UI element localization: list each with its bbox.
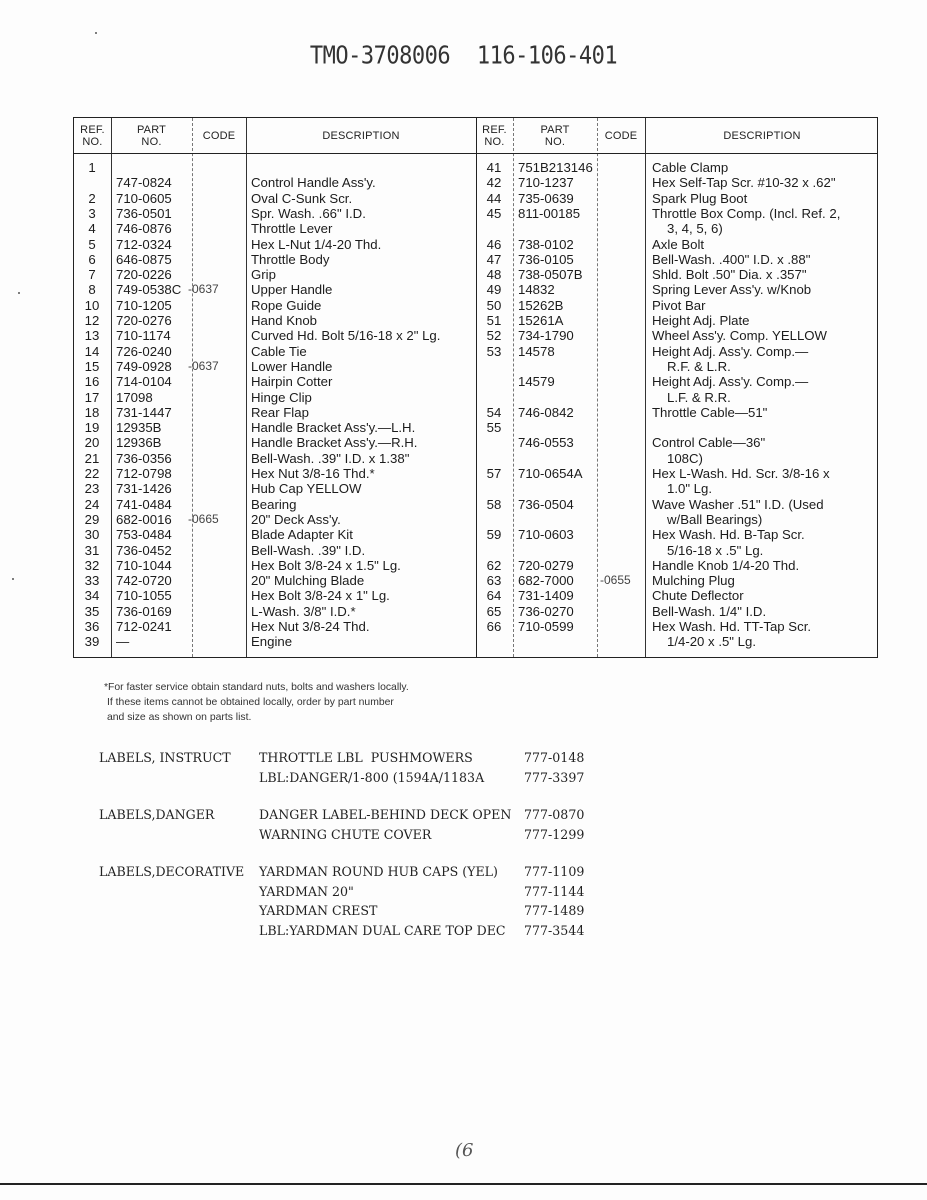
- scan-speck: [12, 578, 14, 580]
- ref-number: 42: [486, 175, 502, 191]
- part-description: Bearing: [251, 496, 297, 512]
- ref-number: 48: [486, 267, 502, 283]
- part-description: Bell-Wash. 1/4" I.D.: [652, 603, 767, 619]
- table-row: [74, 328, 879, 343]
- ref-number: 53: [486, 343, 502, 359]
- page-mark: (6: [455, 1140, 474, 1161]
- table-row: [74, 344, 879, 359]
- ref-number: 6: [88, 251, 96, 267]
- part-description: Control Cable—36": [652, 435, 766, 451]
- label-part-number: 777-3397: [524, 769, 585, 785]
- ref-number: 5: [88, 236, 96, 252]
- part-number: 746-0553: [518, 435, 574, 451]
- part-description: Hairpin Cotter: [251, 374, 333, 390]
- part-description: Wheel Ass'y. Comp. YELLOW: [652, 328, 827, 344]
- part-description: Cable Clamp: [652, 160, 729, 175]
- part-description: Chute Deflector: [652, 588, 744, 604]
- part-number: 710-1174: [116, 328, 171, 344]
- part-number: 682-7000: [518, 573, 574, 589]
- part-description: R.F. & L.R.: [667, 358, 731, 374]
- part-number: 738-0102: [518, 236, 574, 252]
- scan-speck: [18, 292, 20, 294]
- part-number: 726-0240: [116, 343, 172, 359]
- label-group: LABELS,DANGER: [99, 807, 215, 822]
- table-row: [74, 175, 879, 190]
- ref-number: 8: [88, 282, 96, 298]
- part-description: Rear Flap: [251, 404, 309, 420]
- ref-number: 64: [486, 588, 502, 604]
- ref-number: 21: [84, 450, 100, 466]
- part-description: Spark Plug Boot: [652, 190, 748, 206]
- parts-table: [73, 117, 878, 658]
- label-part-number: 777-0870: [524, 807, 585, 822]
- part-description: Curved Hd. Bolt 5/16-18 x 2" Lg.: [251, 328, 441, 344]
- table-row: [74, 588, 879, 603]
- ref-number: 46: [486, 236, 502, 252]
- ref-number: 39: [84, 634, 100, 650]
- part-number: 746-0842: [518, 404, 574, 420]
- ref-number: 13: [84, 328, 100, 344]
- part-description: Handle Bracket Ass'y.—R.H.: [251, 435, 418, 451]
- part-description: Wave Washer .51" I.D. (Used: [652, 496, 824, 512]
- part-description: Mulching Plug: [652, 573, 735, 589]
- ref-number: 22: [84, 466, 100, 481]
- table-row: [74, 237, 879, 252]
- ref-number: 16: [84, 374, 100, 390]
- ref-number: 66: [486, 619, 502, 634]
- part-number: 710-1055: [116, 588, 172, 604]
- part-description: 1/4-20 x .5" Lg.: [667, 634, 756, 650]
- part-description: Blade Adapter Kit: [251, 527, 353, 543]
- ref-number: 31: [84, 542, 100, 558]
- table-row: [74, 604, 879, 619]
- part-description: 5/16-18 x .5" Lg.: [667, 542, 764, 558]
- part-number: 712-0241: [116, 619, 172, 634]
- part-number: 753-0484: [116, 527, 172, 543]
- ref-number: 20: [84, 435, 100, 451]
- part-number: 742-0720: [116, 573, 172, 589]
- table-row: [74, 420, 879, 435]
- label-part-number: 777-1144: [524, 883, 585, 899]
- table-row: [74, 435, 879, 450]
- label-part-number: 777-0148: [524, 750, 585, 765]
- part-number: 736-0169: [116, 603, 172, 619]
- part-description: Throttle Body: [251, 251, 330, 267]
- part-description: Grip: [251, 267, 276, 283]
- part-number: 751B213146: [518, 160, 593, 175]
- table-row: [74, 313, 879, 328]
- table-row: [74, 466, 879, 481]
- part-description: Throttle Cable—51": [652, 404, 768, 420]
- part-number: 14832: [518, 282, 555, 298]
- part-number: 15262B: [518, 297, 564, 313]
- table-row: [74, 160, 879, 175]
- ref-number: 15: [84, 358, 100, 374]
- label-part-number: 777-3544: [524, 922, 585, 938]
- part-number: 738-0507B: [518, 267, 583, 283]
- ref-number: 32: [84, 557, 100, 573]
- part-description: Handle Knob 1/4-20 Thd.: [652, 557, 800, 573]
- header-part-no: PART NO.: [136, 123, 167, 148]
- ref-number: 33: [84, 573, 100, 589]
- part-number: 710-0599: [518, 619, 574, 634]
- label-part-number: 777-1109: [524, 864, 585, 879]
- part-description: Bell-Wash. .400" I.D. x .88": [652, 251, 811, 267]
- table-row: [74, 252, 879, 267]
- part-description: Spring Lever Ass'y. w/Knob: [652, 282, 812, 298]
- part-description: Lower Handle: [251, 358, 333, 374]
- table-row: [74, 543, 879, 558]
- part-code: -0655: [600, 573, 631, 588]
- part-description: Pivot Bar: [652, 297, 706, 313]
- table-row: [74, 512, 879, 527]
- part-number: 714-0104: [116, 374, 172, 390]
- table-row: [74, 206, 879, 221]
- part-description: 1.0" Lg.: [667, 481, 713, 497]
- ref-number: 24: [84, 496, 100, 512]
- part-description: 3, 4, 5, 6): [667, 221, 723, 237]
- part-code: -0637: [188, 282, 219, 297]
- ref-number: 57: [486, 466, 502, 481]
- part-description: Bell-Wash. .39" I.D.: [251, 542, 366, 558]
- table-row: [74, 221, 879, 236]
- table-row: [74, 451, 879, 466]
- ref-number: 44: [486, 190, 502, 206]
- table-row: [74, 634, 879, 649]
- part-description: Hex Self-Tap Scr. #10-32 x .62": [652, 175, 836, 191]
- table-row: [74, 405, 879, 420]
- table-row: [74, 481, 879, 496]
- label-group: LABELS, INSTRUCT: [99, 750, 231, 765]
- scan-speck: [95, 32, 97, 34]
- part-number: 736-0452: [116, 542, 172, 558]
- part-description: 20" Mulching Blade: [251, 573, 365, 589]
- part-description: L-Wash. 3/8" I.D.*: [251, 603, 356, 619]
- header-code: CODE: [604, 129, 638, 142]
- ref-number: 4: [88, 221, 96, 237]
- label-part-number: 777-1489: [524, 903, 585, 918]
- footnote-line: *For faster service obtain standard nuts, bolts and washers locally.: [104, 682, 409, 693]
- part-number: 734-1790: [518, 328, 574, 344]
- part-description: Engine: [251, 634, 293, 650]
- part-description: Hex Bolt 3/8-24 x 1" Lg.: [251, 588, 390, 604]
- part-description: Hex L-Nut 1/4-20 Thd.: [251, 236, 382, 252]
- part-number: 741-0484: [116, 496, 172, 512]
- part-description: Height Adj. Ass'y. Comp.—: [652, 343, 809, 359]
- part-number: 646-0875: [116, 251, 172, 267]
- part-number: 736-0270: [518, 603, 574, 619]
- ref-number: 10: [84, 297, 100, 313]
- part-number: 710-1237: [518, 175, 574, 191]
- model-reference: TMO-3708006: [309, 42, 451, 70]
- header-description: DESCRIPTION: [723, 129, 801, 142]
- ref-number: 23: [84, 481, 100, 497]
- part-number: 710-1044: [116, 557, 172, 573]
- header-description: DESCRIPTION: [322, 129, 400, 142]
- ref-number: 59: [486, 527, 502, 543]
- ref-number: 47: [486, 251, 502, 267]
- table-row: [74, 282, 879, 297]
- part-number: 735-0639: [518, 190, 574, 206]
- table-row: [74, 527, 879, 542]
- ref-number: 62: [486, 557, 502, 573]
- table-row: [74, 573, 879, 588]
- ref-number: 12: [84, 313, 100, 328]
- header-ref-no: REF. NO.: [482, 123, 507, 148]
- part-description: Hex Nut 3/8-24 Thd.: [251, 619, 370, 634]
- header-ref-no: REF. NO.: [80, 123, 105, 148]
- ref-number: 2: [88, 190, 96, 206]
- table-row: [74, 298, 879, 313]
- part-number: 720-0279: [518, 557, 574, 573]
- part-number: 710-0603: [518, 527, 574, 543]
- ref-number: 3: [88, 205, 96, 221]
- table-row: [74, 619, 879, 634]
- label-description: YARDMAN ROUND HUB CAPS (YEL): [259, 864, 498, 879]
- ref-number: 29: [84, 511, 100, 527]
- part-number: 712-0798: [116, 466, 172, 481]
- part-code: -0665: [188, 511, 219, 526]
- ref-number: 7: [88, 267, 96, 283]
- part-number: 712-0324: [116, 236, 172, 252]
- footnote-line: and size as shown on parts list.: [107, 712, 252, 723]
- part-description: Hex L-Wash. Hd. Scr. 3/8-16 x: [652, 466, 830, 481]
- part-code: -0637: [188, 358, 219, 373]
- part-number: 720-0226: [116, 267, 172, 283]
- ref-number: 58: [486, 496, 502, 512]
- ref-number: 54: [486, 404, 502, 420]
- part-number: 811-00185: [518, 205, 581, 221]
- part-description: Hub Cap YELLOW: [251, 481, 362, 497]
- label-description: DANGER LABEL-BEHIND DECK OPEN: [259, 807, 512, 822]
- part-description: L.F. & R.R.: [667, 389, 731, 405]
- page-bottom-rule: [0, 1183, 927, 1185]
- part-number: 15261A: [518, 313, 564, 328]
- part-number: 731-1426: [116, 481, 172, 497]
- part-description: Cable Tie: [251, 343, 307, 359]
- part-description: 108C): [667, 450, 703, 466]
- part-number: 736-0105: [518, 251, 574, 267]
- part-number: 17098: [116, 389, 153, 405]
- part-description: Upper Handle: [251, 282, 333, 298]
- part-description: Throttle Box Comp. (Incl. Ref. 2,: [652, 205, 841, 221]
- ref-number: 45: [486, 205, 502, 221]
- label-description: WARNING CHUTE COVER: [259, 826, 432, 842]
- part-number: 12935B: [116, 420, 162, 436]
- part-number: 720-0276: [116, 313, 172, 328]
- part-description: Shld. Bolt .50" Dia. x .357": [652, 267, 807, 283]
- document-title: [0, 42, 927, 70]
- part-number: —: [116, 634, 130, 650]
- part-number: 14579: [518, 374, 555, 390]
- ref-number: 19: [84, 420, 100, 436]
- label-group: LABELS,DECORATIVE: [99, 864, 245, 879]
- header-part-no: PART NO.: [540, 123, 570, 148]
- model-number: 116-106-401: [476, 42, 618, 70]
- ref-number: 50: [486, 297, 502, 313]
- label-description: LBL:DANGER/1-800 (1594A/1183A: [259, 769, 485, 785]
- part-description: Hex Wash. Hd. TT-Tap Scr.: [652, 619, 812, 634]
- part-number: 731-1447: [116, 404, 172, 420]
- ref-number: 55: [486, 420, 502, 436]
- part-number: 731-1409: [518, 588, 574, 604]
- table-row: [74, 267, 879, 282]
- part-number: 710-1205: [116, 297, 172, 313]
- part-description: Throttle Lever: [251, 221, 333, 237]
- part-description: Rope Guide: [251, 297, 322, 313]
- table-row: [74, 359, 879, 374]
- part-number: 710-0654A: [518, 466, 583, 481]
- part-number: 12936B: [116, 435, 162, 451]
- part-number: 736-0356: [116, 450, 172, 466]
- ref-number: 51: [486, 313, 502, 328]
- part-number: 736-0504: [518, 496, 574, 512]
- part-description: Bell-Wash. .39" I.D. x 1.38": [251, 450, 410, 466]
- part-description: Hex Wash. Hd. B-Tap Scr.: [652, 527, 805, 543]
- ref-number: 18: [84, 404, 100, 420]
- part-description: w/Ball Bearings): [667, 511, 763, 527]
- part-description: Hand Knob: [251, 313, 317, 328]
- part-description: Oval C-Sunk Scr.: [251, 190, 353, 206]
- ref-number: 17: [84, 389, 100, 405]
- part-description: Axle Bolt: [652, 236, 705, 252]
- table-row: [74, 191, 879, 206]
- part-number: 746-0876: [116, 221, 172, 237]
- part-description: Spr. Wash. .66" I.D.: [251, 205, 366, 221]
- part-number: 749-0928: [116, 358, 172, 374]
- part-number: 747-0824: [116, 175, 172, 191]
- ref-number: 36: [84, 619, 100, 634]
- header-code: CODE: [202, 129, 236, 142]
- ref-number: 65: [486, 603, 502, 619]
- label-description: YARDMAN 20": [259, 883, 354, 899]
- ref-number: 49: [486, 282, 502, 298]
- table-row: [74, 558, 879, 573]
- part-number: 749-0538C: [116, 282, 182, 298]
- part-number: 682-0016: [116, 511, 172, 527]
- ref-number: 63: [486, 573, 502, 589]
- table-row: [74, 497, 879, 512]
- label-description: THROTTLE LBL PUSHMOWERS: [259, 750, 473, 765]
- label-description: YARDMAN CREST: [259, 903, 378, 918]
- ref-number: 1: [88, 160, 96, 175]
- part-description: Hex Nut 3/8-16 Thd.*: [251, 466, 375, 481]
- ref-number: 35: [84, 603, 100, 619]
- ref-number: 41: [486, 160, 502, 175]
- part-number: 736-0501: [116, 205, 172, 221]
- part-description: Height Adj. Plate: [652, 313, 750, 328]
- label-part-number: 777-1299: [524, 826, 585, 842]
- ref-number: 52: [486, 328, 502, 344]
- part-description: Height Adj. Ass'y. Comp.—: [652, 374, 809, 390]
- header-divider: [74, 153, 877, 154]
- label-description: LBL:YARDMAN DUAL CARE TOP DEC: [259, 922, 506, 938]
- footnote: [104, 680, 484, 725]
- table-row: [74, 390, 879, 405]
- part-description: Hex Bolt 3/8-24 x 1.5" Lg.: [251, 557, 401, 573]
- ref-number: 30: [84, 527, 100, 543]
- ref-number: 34: [84, 588, 100, 604]
- part-description: Handle Bracket Ass'y.—L.H.: [251, 420, 416, 436]
- part-description: 20" Deck Ass'y.: [251, 511, 341, 527]
- table-row: [74, 374, 879, 389]
- part-number: 14578: [518, 343, 555, 359]
- part-description: Control Handle Ass'y.: [251, 175, 376, 191]
- footnote-line: If these items cannot be obtained locally, order by part number: [107, 697, 394, 708]
- ref-number: 14: [84, 343, 100, 359]
- part-description: Hinge Clip: [251, 389, 312, 405]
- part-number: 710-0605: [116, 190, 172, 206]
